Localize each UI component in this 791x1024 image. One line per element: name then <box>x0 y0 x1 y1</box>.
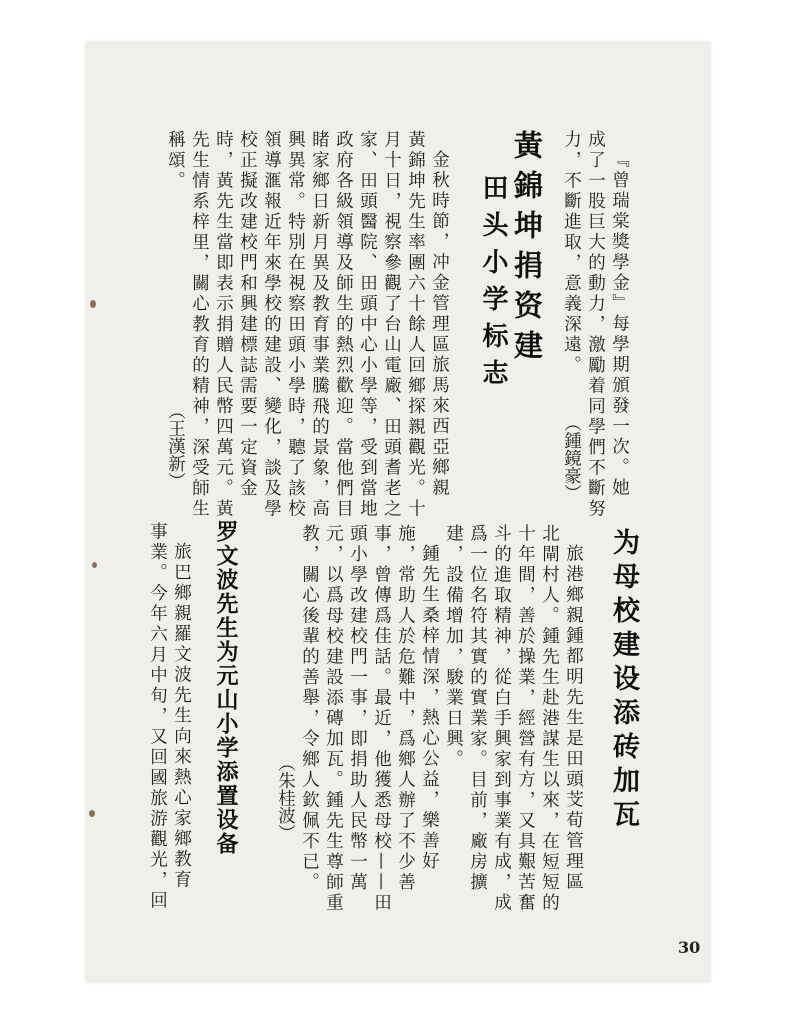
article1-paragraph-line: 家、田頭醫院、田頭中心小學等，受到當地 <box>357 130 378 520</box>
article2-paragraph-line: 北閘村人。鍾先生赴港謀生以來，在短短的 <box>539 524 560 914</box>
article1-title-line1: 黃錦坤捐资建 <box>510 130 544 370</box>
article2-paragraph-line: 斗的進取精神，從白手興家到事業有成，成 <box>491 524 512 914</box>
article3-paragraph-line: 旅巴鄉親羅文波先生向來熱心家鄉教育 <box>171 542 192 891</box>
article1-paragraph-line: 先生情系梓里，關心教育的精神，深受師生 <box>189 130 210 520</box>
article3-paragraph-line: 事業。今年六月中旬，又回國旅游觀光，回 <box>147 522 168 912</box>
article1-paragraph-line: 領導滙報近年來學校的建設、變化，談及學 <box>261 130 282 520</box>
article2-paragraph-line: 事，曾傳爲佳話。最近，他獲悉母校——田 <box>371 524 392 914</box>
article1-paragraph-line: 政府各級領導及師生的熱烈歡迎。當他們目 <box>333 130 354 520</box>
article1-paragraph-line: 月十日，視察參觀了台山電廠、田頭耆老之 <box>381 130 402 520</box>
article2-paragraph-line: 爲一位名符其實的實業家。目前，廠房擴 <box>467 524 488 893</box>
page-number: 30 <box>678 938 701 957</box>
article1-title-line2: 田头小学标志 <box>478 174 508 396</box>
article1-author: （王漢新） <box>165 402 186 490</box>
article2-paragraph-line: 鍾先生桑梓情深，熱心公益，樂善好 <box>419 544 440 872</box>
paper-stain <box>92 562 97 568</box>
article1-paragraph-line: 睹家鄉日新月異及教育事業騰飛的景象，高 <box>309 130 330 520</box>
continued-line-2: 成了一股巨大的動力，激勵着同學們不斷努 <box>585 130 606 520</box>
continued-author: （鍾鏡豪） <box>561 414 582 502</box>
article1-paragraph-line: 黃錦坤先生率團六十餘人回鄉探親觀光。十 <box>405 130 426 520</box>
article2-title: 为母校建设添砖加瓦 <box>608 528 639 834</box>
paper-stain <box>90 300 96 308</box>
article1-paragraph-line: 時，黃先生當即表示捐贈人民幣四萬元。黃 <box>213 130 234 520</box>
article2-paragraph-line: 頭小學改建校門一事，即捐助人民幣一萬 <box>347 524 368 893</box>
article1-paragraph-line: 興異常。特別在視察田頭小學時，聽了該校 <box>285 130 306 520</box>
paper-stain <box>89 810 95 817</box>
article2-paragraph-line: 元，以爲母校建設添磚加瓦。鍾先生尊師重 <box>323 524 344 914</box>
magazine-page <box>86 42 710 982</box>
article2-paragraph-line: 十年間，善於操業，經營有方，又具艱苦奮 <box>515 524 536 914</box>
article1-paragraph-line: 稱頌。 <box>165 130 186 192</box>
article1-paragraph-line: 金秋時節，冲金管理區旅馬來西亞鄉親 <box>429 150 450 499</box>
article3-title: 罗文波先生为元山小学添置设备 <box>213 520 238 856</box>
article2-paragraph-line: 建，設備增加，駿業日興。 <box>443 524 464 770</box>
article2-author: （朱桂波） <box>275 754 296 842</box>
continued-line-1: 『曾瑞棠獎學金』每學期頒發一次。她 <box>609 150 630 499</box>
article1-paragraph-line: 校正擬改建校門和興建標誌需要一定資金 <box>237 130 258 499</box>
article2-paragraph-line: 施，常助人於危難中，爲鄉人辦了不少善 <box>395 524 416 893</box>
article2-paragraph-line: 教，關心後輩的善舉，令鄉人欽佩不已。 <box>299 524 320 893</box>
article2-paragraph-line: 旅港鄉親鍾都明先生是田頭芠荀管理區 <box>563 544 584 893</box>
continued-line-3: 力，不斷進取，意義深遠。 <box>561 130 582 376</box>
